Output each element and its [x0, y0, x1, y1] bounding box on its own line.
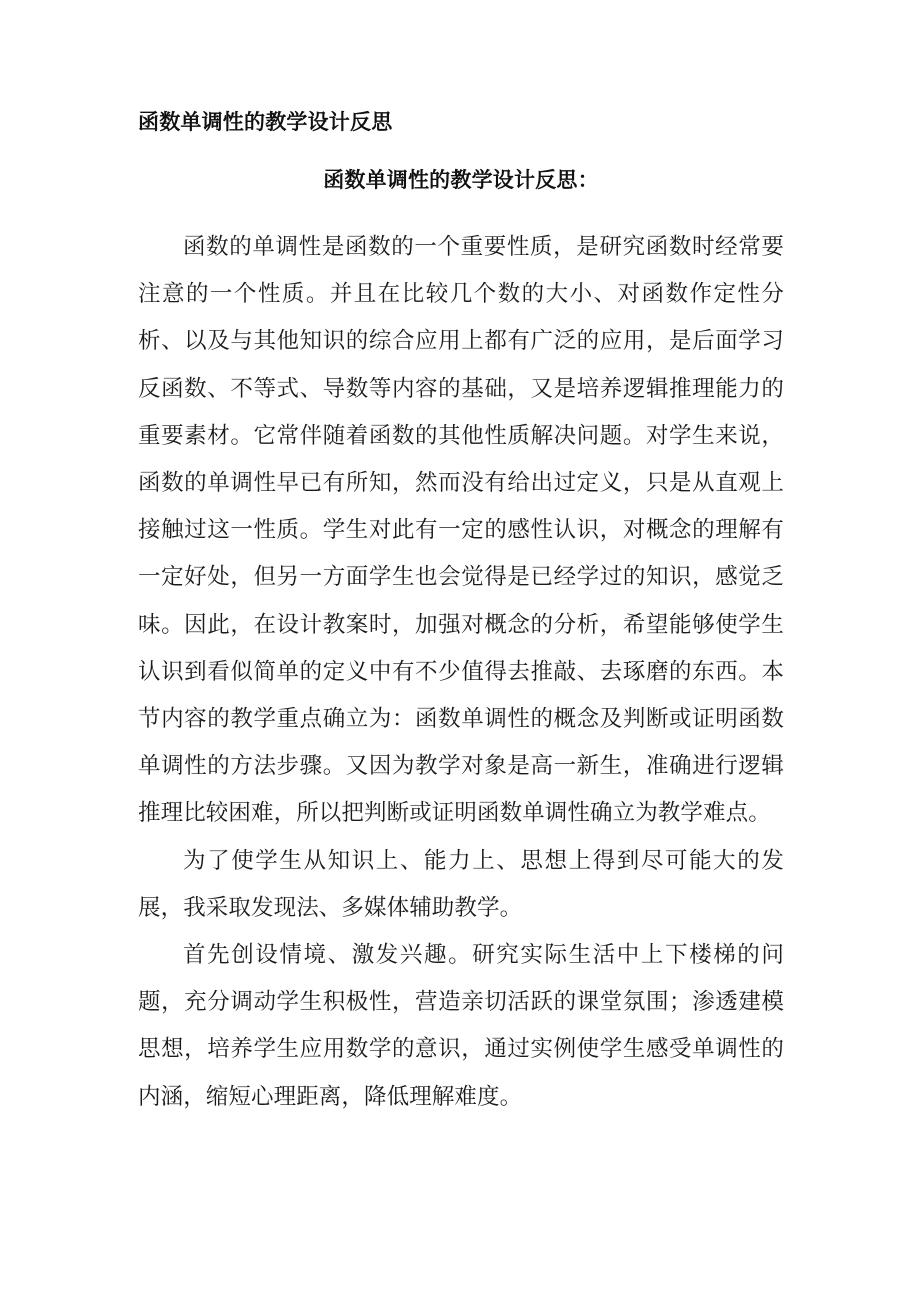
body-paragraph-3: 首先创设情境、激发兴趣。研究实际生活中上下楼梯的问题，充分调动学生积极性，营造亲切活跃的课堂氛围；渗透建模思想，培养学生应用数学的意识，通过实例使学生感受单调性的内涵，缩短心理距离，降低理解难度。	[138, 942, 784, 1109]
document-title: 函数单调性的教学设计反思	[138, 111, 393, 134]
document-subtitle-heading: 函数单调性的教学设计反思：	[323, 169, 599, 192]
body-paragraph-1: 函数的单调性是函数的一个重要性质，是研究函数时经常要注意的一个性质。并且在比较几个数的大小、对函数作定性分析、以及与其他知识的综合应用上都有广泛的应用，是后面学习反函数、不等式、导数等内容的基础，又是培养逻辑推理能力的重要素材。它常伴随着函数的其他性质解决问题。对学生来说，函数的单调性早已有所知，然而没有给出过定义，只是从直观上接触过这一性质。学生对此有一定的感性认识，对概念的理解有一定好处，但另一方面学生也会觉得是已经学过的知识，感觉乏味。因此，在设计教案时，加强对概念的分析，希望能够使学生认识到看似简单的定义中有不少值得去推敲、去琢磨的东西。本节内容的教学重点确立为：函数单调性的概念及判断或证明函数单调性的方法步骤。又因为教学对象是高一新生，准确进行逻辑推理比较困难，所以把判断或证明函数单调性确立为教学难点。	[138, 234, 784, 826]
document-body	[138, 196, 784, 1120]
document-content	[138, 0, 784, 1120]
body-paragraph-2: 为了使学生从知识上、能力上、思想上得到尽可能大的发展，我采取发现法、多媒体辅助教学。	[138, 847, 784, 920]
